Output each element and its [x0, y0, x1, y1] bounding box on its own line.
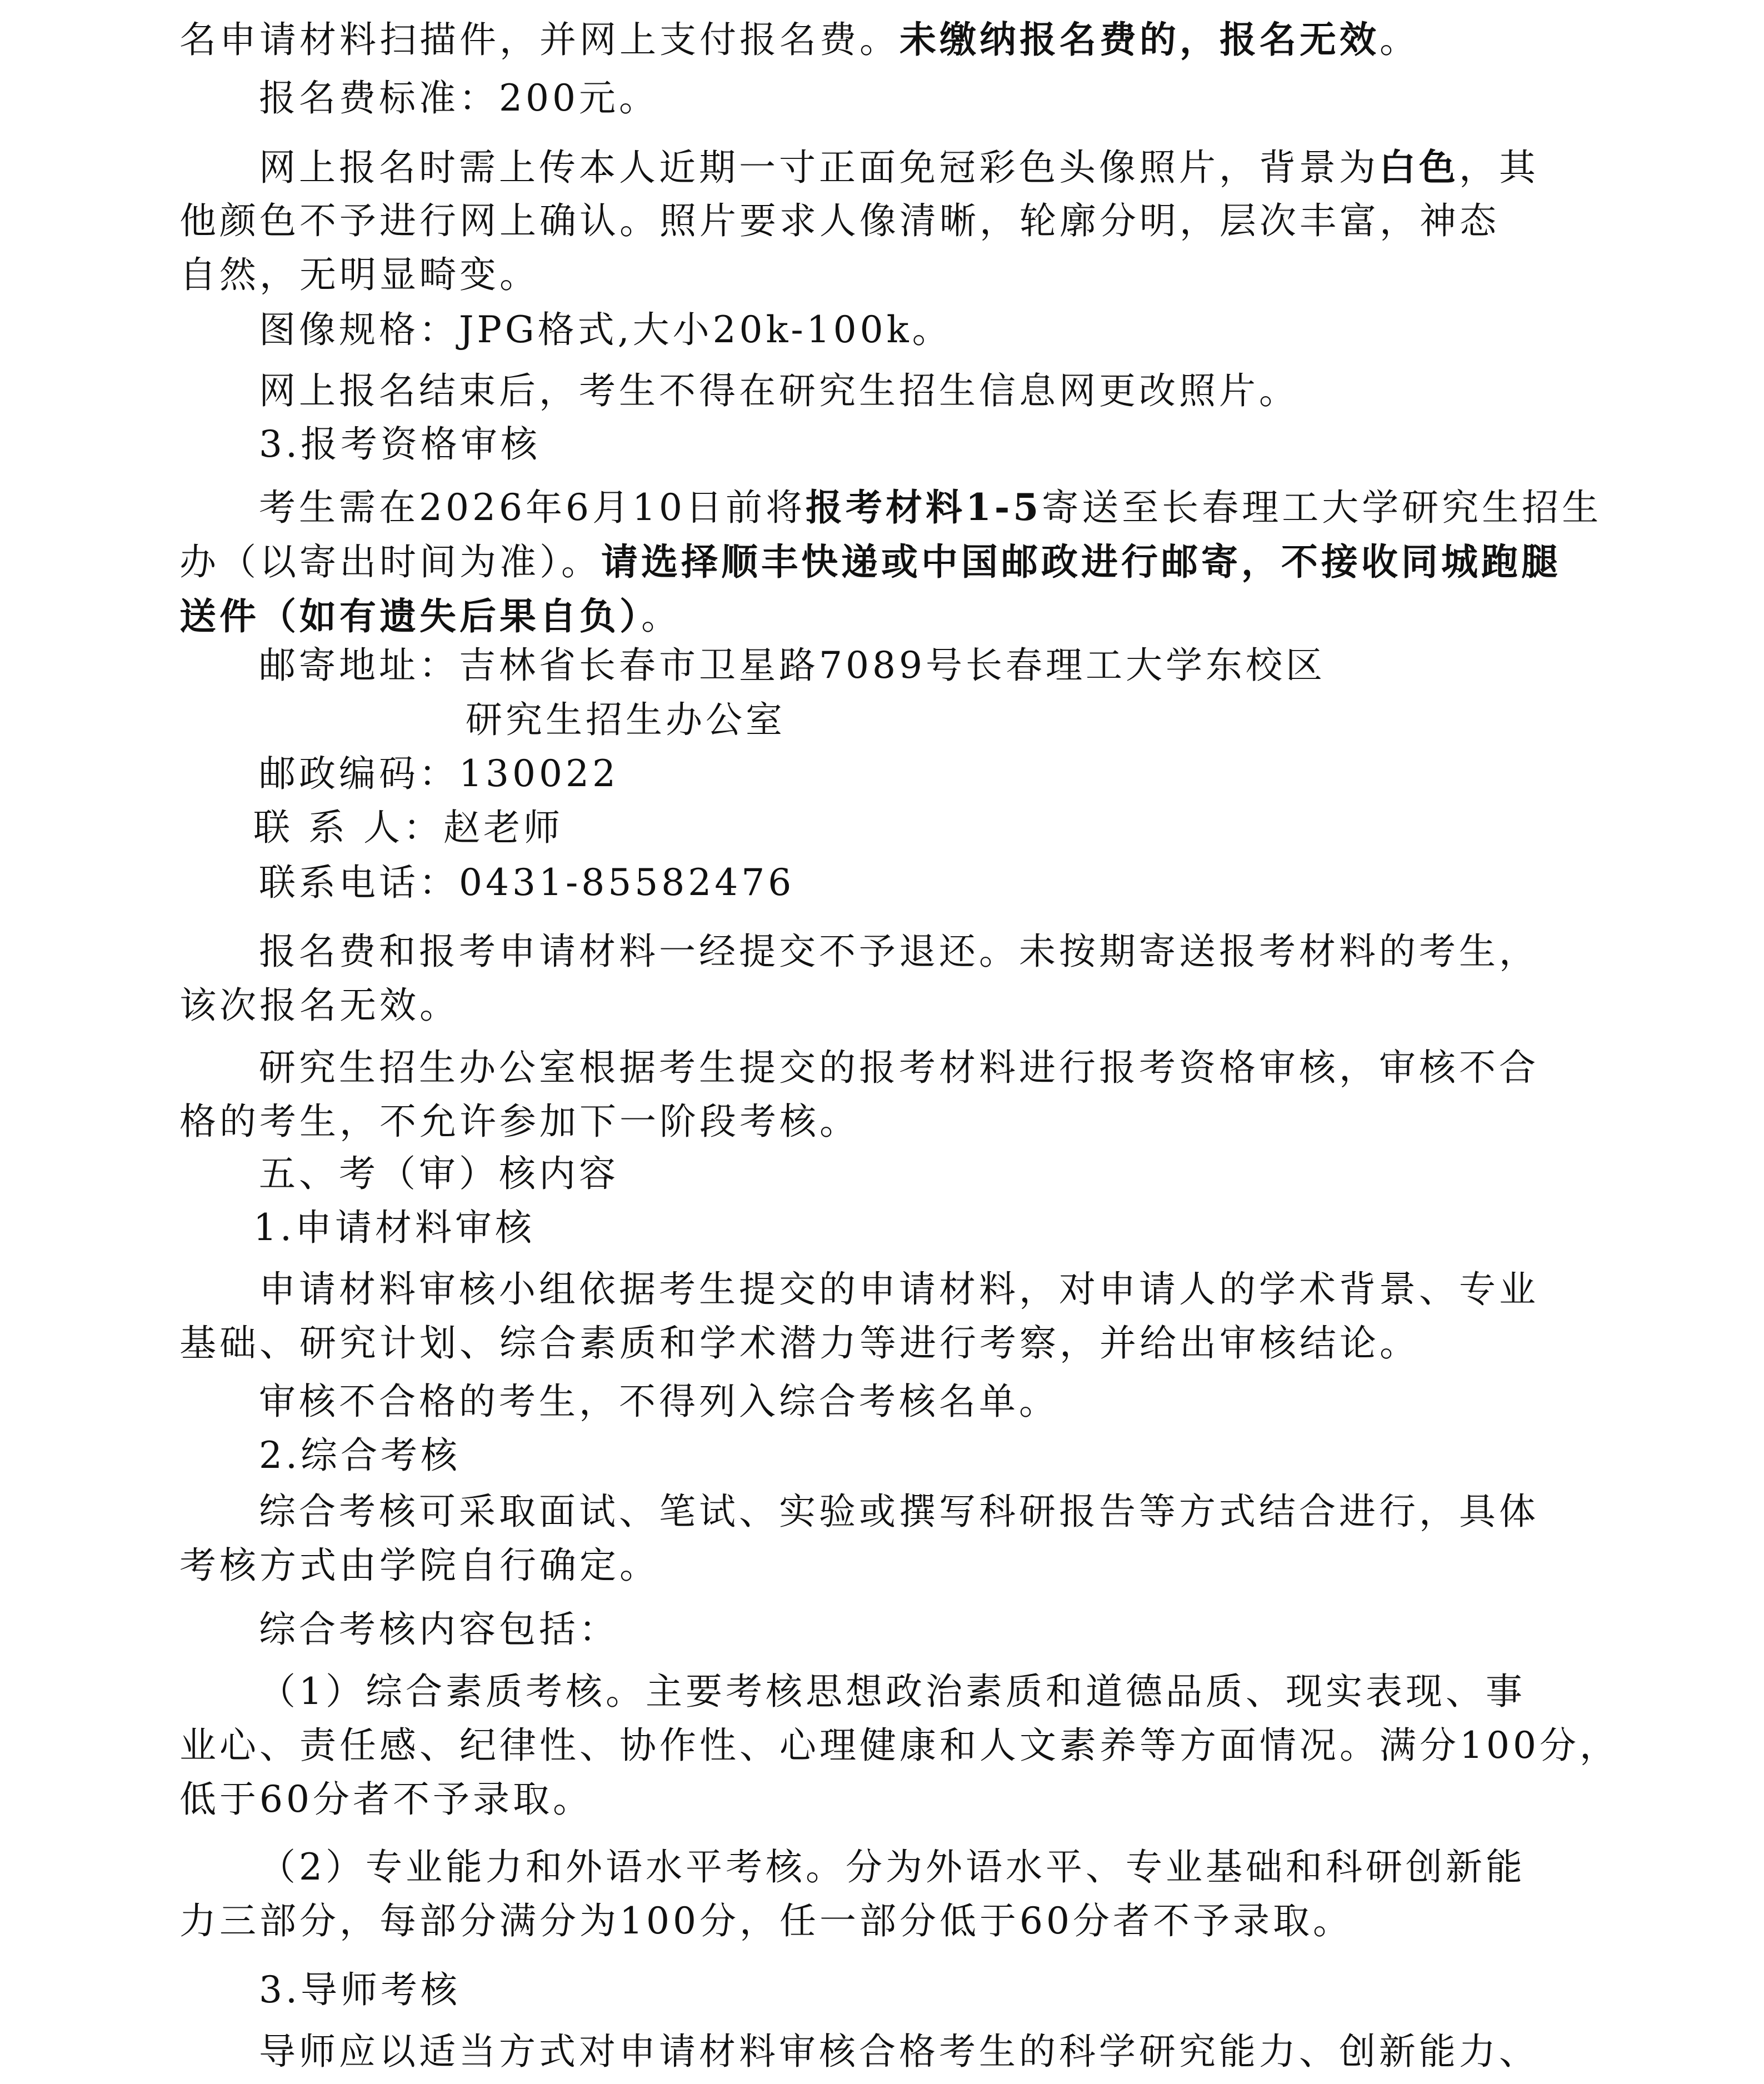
text-line-l30: [259, 1670, 1526, 1713]
text-segment: 考核方式由学院自行确定。: [179, 1544, 659, 1587]
text-segment: （1）综合素质考核。主要考核思想政治素质和道德品质、现实表现、事: [259, 1670, 1526, 1713]
text-line-l25: [259, 1380, 1059, 1423]
text-segment: 3.导师考核: [259, 1968, 461, 2011]
text-line-l31: [179, 1724, 1620, 1767]
text-segment: 寄送至长春理工大学研究生招生: [1042, 486, 1602, 529]
text-line-l12: [259, 644, 1326, 687]
text-line-l13: [466, 698, 786, 741]
text-segment: 联系电话：0431-85582476: [259, 861, 795, 904]
text-line-l17: [259, 930, 1539, 973]
text-line-l20: [179, 1100, 859, 1143]
bold-text-segment: 送件（如有遗失后果自负）: [179, 594, 641, 638]
text-segment: 业心、责任感、纪律性、协作性、心理健康和人文素养等方面情况。满分100分，: [179, 1724, 1620, 1767]
text-line-l01: [179, 18, 1420, 61]
text-line-l26: [259, 1434, 461, 1477]
text-line-l21: [259, 1152, 619, 1195]
text-line-l15: [253, 806, 563, 849]
text-segment: 基础、研究计划、综合素质和学术潜力等进行考察，并给出审核结论。: [179, 1322, 1420, 1365]
text-line-l36: [259, 2030, 1539, 2073]
text-segment: 自然，无明显畸变。: [179, 253, 539, 296]
text-segment: 该次报名无效。: [179, 984, 459, 1027]
text-segment: 3.报考资格审核: [259, 423, 541, 466]
text-segment: 五、考（审）核内容: [259, 1152, 619, 1195]
text-segment: 1.申请材料审核: [253, 1206, 535, 1249]
text-segment: （2）专业能力和外语水平考核。分为外语水平、专业基础和科研创新能: [259, 1846, 1526, 1888]
text-line-l28: [179, 1544, 659, 1587]
text-segment: 研究生招生办公室: [466, 698, 786, 741]
text-line-l03: [259, 146, 1539, 189]
bold-text-segment: 白色: [1379, 146, 1459, 189]
text-line-l14: [259, 752, 619, 795]
text-line-l34: [179, 1900, 1353, 1942]
text-segment: 邮寄地址：吉林省长春市卫星路7089号长春理工大学东校区: [259, 644, 1326, 687]
text-line-l06: [259, 308, 952, 351]
text-segment: 他颜色不予进行网上确认。照片要求人像清晰，轮廓分明，层次丰富，神态: [179, 199, 1500, 242]
bold-text-segment: 报考材料1-5: [805, 486, 1042, 529]
text-segment: 报名费标准：200元。: [259, 77, 659, 119]
text-segment: 。: [1380, 18, 1420, 61]
text-segment: 网上报名时需上传本人近期一寸正面免冠彩色头像照片，背景为: [259, 146, 1379, 189]
text-segment: 研究生招生办公室根据考生提交的报考材料进行报考资格审核，审核不合: [259, 1046, 1539, 1089]
text-segment: 报名费和报考申请材料一经提交不予退还。未按期寄送报考材料的考生，: [259, 930, 1539, 973]
text-line-l29: [259, 1608, 619, 1651]
text-segment: 低于60分者不予录取。: [179, 1778, 593, 1821]
text-line-l32: [179, 1778, 593, 1821]
text-segment: 图像规格：JPG格式,大小20k-100k。: [259, 308, 952, 351]
text-line-l16: [259, 861, 795, 904]
bold-text-segment: 未缴纳报名费的，报名无效: [900, 18, 1380, 61]
text-segment: 综合考核内容包括：: [259, 1608, 619, 1651]
text-line-l02: [259, 77, 659, 119]
text-segment: 综合考核可采取面试、笔试、实验或撰写科研报告等方式结合进行，具体: [259, 1490, 1539, 1533]
text-line-l24: [179, 1322, 1420, 1365]
text-segment: 2.综合考核: [259, 1434, 461, 1477]
text-segment: 申请材料审核小组依据考生提交的申请材料，对申请人的学术背景、专业: [259, 1268, 1539, 1311]
text-segment: 考生需在2026年6月10日前将: [259, 486, 806, 529]
text-line-l27: [259, 1490, 1539, 1533]
text-line-l10: [179, 540, 1561, 583]
text-line-l18: [179, 984, 459, 1027]
text-segment: 。: [641, 595, 681, 638]
text-line-l05: [179, 253, 539, 296]
text-segment: 办（以寄出时间为准）。: [179, 541, 601, 583]
text-line-l07: [259, 369, 1299, 412]
text-segment: 联 系 人：赵老师: [253, 806, 563, 849]
text-line-l09: [259, 486, 1602, 529]
text-segment: 力三部分，每部分满分为100分，任一部分低于60分者不予录取。: [179, 1900, 1353, 1942]
text-line-l35: [259, 1968, 461, 2011]
text-segment: ，其: [1459, 146, 1539, 189]
text-line-l04: [179, 199, 1500, 242]
text-segment: 导师应以适当方式对申请材料审核合格考生的科学研究能力、创新能力、: [259, 2030, 1539, 2073]
text-line-l23: [259, 1268, 1539, 1311]
text-line-l22: [253, 1206, 535, 1249]
text-line-l11: [179, 594, 681, 638]
text-segment: 格的考生，不允许参加下一阶段考核。: [179, 1100, 859, 1143]
text-segment: 名申请材料扫描件，并网上支付报名费。: [179, 18, 900, 61]
text-segment: 网上报名结束后，考生不得在研究生招生信息网更改照片。: [259, 369, 1299, 412]
text-segment: 邮政编码：130022: [259, 752, 619, 795]
text-line-l33: [259, 1846, 1526, 1888]
bold-text-segment: 请选择顺丰快递或中国邮政进行邮寄，不接收同城跑腿: [601, 540, 1561, 583]
text-line-l08: [259, 423, 541, 466]
text-line-l19: [259, 1046, 1539, 1089]
text-segment: 审核不合格的考生，不得列入综合考核名单。: [259, 1380, 1059, 1423]
